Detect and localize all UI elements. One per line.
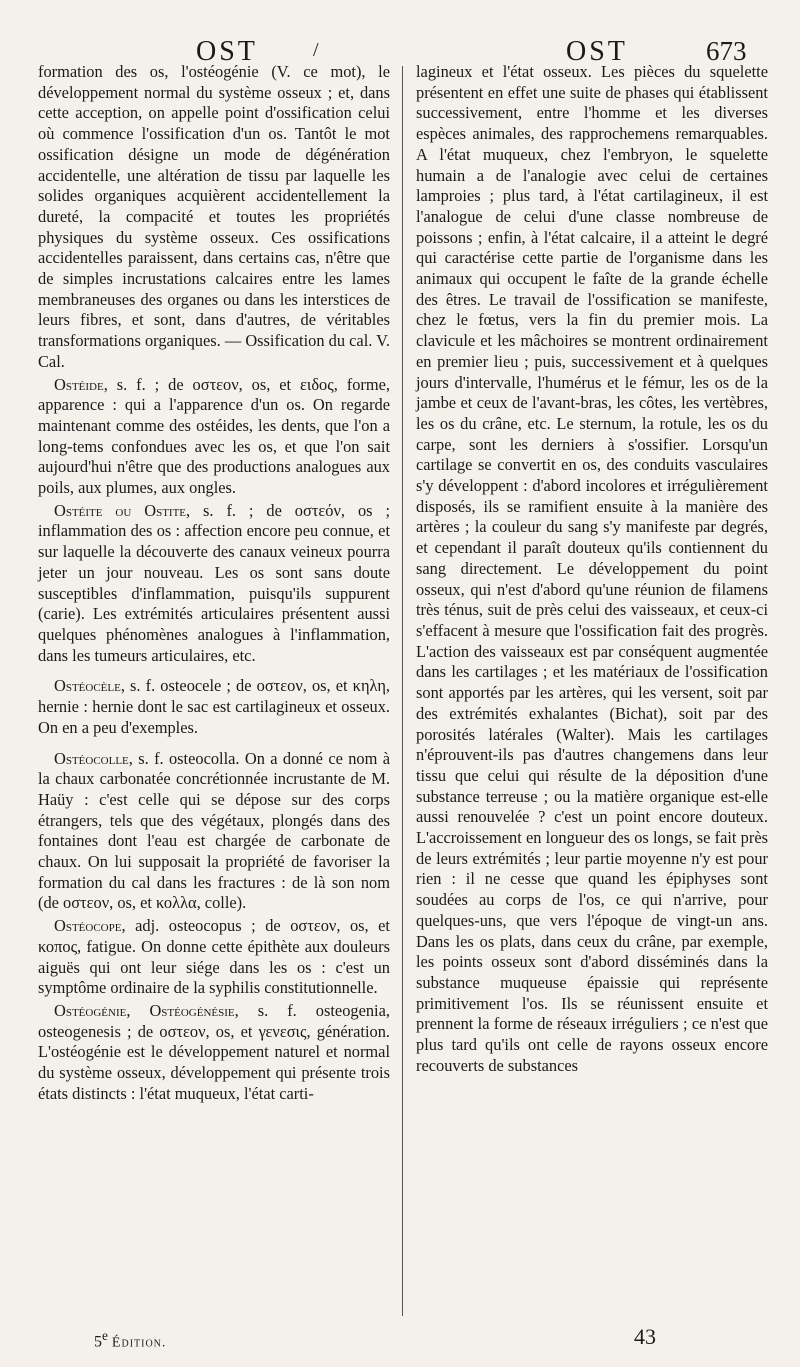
entry-osteite xyxy=(38,501,390,667)
entry-body: , s. f. ; de οστεόν, os ; inflammation des os : affection encore peu connue, et sur laquelle la découverte des canaux veineux pourra jeter un jour nouveau. Les os sont sans doute susceptibles d'inflammation, puisqu'ils suppurent (carie). Les extrémités articulaires présentent aussi quelques phénomènes analogues à l'inflammation, dans les tumeurs articulaires, etc. xyxy=(38,500,390,665)
left-column xyxy=(38,62,390,1104)
entry-osteide xyxy=(38,375,390,499)
edition-superscript: e xyxy=(102,1328,108,1343)
edition-mark xyxy=(94,1328,166,1351)
entry-osteocolle xyxy=(38,749,390,915)
signature-mark: 43 xyxy=(634,1324,656,1349)
entry-body: , adj. osteocopus ; de οστεον, os, et κοπος, fatigue. On donne cette épithète aux douleurs aiguës qui ont leur siége dans les os : c'est un symptôme ordinaire de la syphilis constitutionnelle. xyxy=(38,916,390,998)
headword: Ostéocope xyxy=(54,916,122,936)
entry-osteocele xyxy=(38,676,390,738)
entry-body: , s. f. ; de οστεον, os, et ειδος, forme, apparence : qui a l'apparence d'un os. On regarde maintenant comme des ostéides, les dents, que l'on a long-tems confondues avec les os, et que l'on sait aujourd'hui n'être que des productions analogues aux poils, aux plumes, aux ongles. xyxy=(38,374,390,498)
headword: Ostéide xyxy=(54,374,104,394)
right-column xyxy=(416,62,768,1076)
header-mark: / xyxy=(313,39,322,61)
entry-body: , s. f. osteocele ; de οστεον, os, et κηλη, hernie : hernie dont le sac est cartilagineux et osseux. On en a peu d'exemples. xyxy=(38,676,390,737)
entry-continuation: formation des os, l'ostéogénie (V. ce mot), le développement normal du système osseux ; et, dans cette acception, on appelle point d'ossification celui où commence l'ossification d'un os. Tantôt le mot ossification désigne un mode de dégénération accidentelle, une altération de tissu par laquelle les solides organiques acquièrent accidentellement la dureté, la compacité et toutes les propriétés physiques du système osseux. Ces ossifications accidentelles paraissent, dans certains cas, n'être que de simples incrustations calcaires entre les lames membraneuses des organes ou dans les interstices de leurs fibres, et sont, dans d'autres, de véritables transformations organiques. — Ossification du cal. V. Cal. xyxy=(38,62,390,371)
entry-osteogenie xyxy=(38,1001,390,1105)
entry-body: , s. f. osteogenia, osteogenesis ; de οστεον, os, et γενεσις, génération. L'ostéogénie est le développement naturel et normal du système osseux, développement qui présente trois états distincts : l'état muqueux, l'état carti- xyxy=(38,1000,390,1103)
header-right-word: OST xyxy=(566,36,628,67)
running-header xyxy=(0,14,800,67)
page-number: 673 xyxy=(706,36,747,66)
header-left-word: OST xyxy=(196,36,258,67)
headword: Ostéite ou Ostite xyxy=(54,500,187,520)
edition-word: Édition. xyxy=(111,1335,167,1351)
column-divider xyxy=(402,66,403,1316)
headword: Ostéocolle xyxy=(54,748,129,768)
page-footer xyxy=(0,1318,800,1358)
headword: Ostéogénie, Ostéogénésie xyxy=(54,1000,235,1020)
entry-osteocope xyxy=(38,916,390,999)
entry-continuation: lagineux et l'état osseux. Les pièces du squelette présentent en effet une suite de phases qui établissent successivement, entre l'homme et les diverses espèces animales, des rapprochemens remarquables. A l'état muqueux, chez l'embryon, le squelette humain a de l'analogie avec celui de certaines lamproies ; plus tard, à l'état cartilagineux, il est l'analogue de celui d'une classe nombreuse de poissons ; enfin, à l'état calcaire, il a atteint le degré qui caractérise cette partie de l'organisme dans les animaux qui occupent le faîte de la grande échelle des êtres. Le travail de l'ossification se manifeste, chez le fœtus, vers la fin du premier mois. La clavicule et les mâchoires se montrent ordinairement en premier lieu ; puis, successivement et à quelques jours d'intervalle, l'humérus et le fémur, les os de la jambe et ceux de l'avant-bras, les côtes, les vertèbres, les os du crâne, etc. Le sternum, la rotule, les os du carpe, sont les derniers à s'ossifier. Lorsqu'un cartilage se convertit en os, des conduits vasculaires s'y développent : d'abord incolores et irrégulièrement disposés, ils se ramifient ensuite à la manière des artères ; la couleur du sang s'y manifeste par degrés, et cependant il paraît douteux qu'ils contiennent du sang directement. Le développement du point osseux, qui n'est d'abord qu'une réunion de filamens très ténus, suit de près celui des vaisseaux, et ceux-ci s'effacent à mesure que l'ossification fait des progrès. L'action des vaisseaux est par conséquent augmentée dans les cartilages ; et les matériaux de l'ossification sont apportés par les artères, qui les versent, soit par des extrémités exhalantes (Bichat), soit par des porosités latérales (Walter). Mais les cartilages n'éprouvent-ils pas d'autres changemens dans leur tissu que celui qui résulte de la déposition d'une substance terreuse ; ou la matière organique est-elle aussi renouvelée ? c'est un point encore douteux. L'accroissement en longueur des os longs, se fait près de leurs extrémités ; leur partie moyenne n'y est pour rien : il ne cesse que quand les épiphyses sont soudées au corps de l'os, ce qui n'arrive, pour quelques-uns, que vers l'époque de vingt-un ans. Dans les os plats, dans ceux du crâne, par exemple, les points osseux sont d'abord disséminés dans la substance muqueuse épaissie qui représente primitivement l'os. Ils se réunissent ensuite et prennent la forme de réseaux irréguliers ; ce n'est que plus tard qu'ils ont celle de rayons osseux encore recouverts de substances xyxy=(416,62,768,1075)
edition-number: 5 xyxy=(94,1333,102,1351)
headword: Ostéocèle xyxy=(54,676,121,696)
entry-body: , s. f. osteocolla. On a donné ce nom à la chaux carbonatée concrétionnée incrustante de M. Haüy : c'est celle qui se dépose sur des corps étrangers, tels que des végétaux, plongés dans des fontaines dont l'eau est chargée de carbonate de chaux. On lui supposait la propriété de favoriser la formation du cal dans les fractures : de là son nom (de οστεον, os, et κολλα, colle). xyxy=(38,748,390,913)
